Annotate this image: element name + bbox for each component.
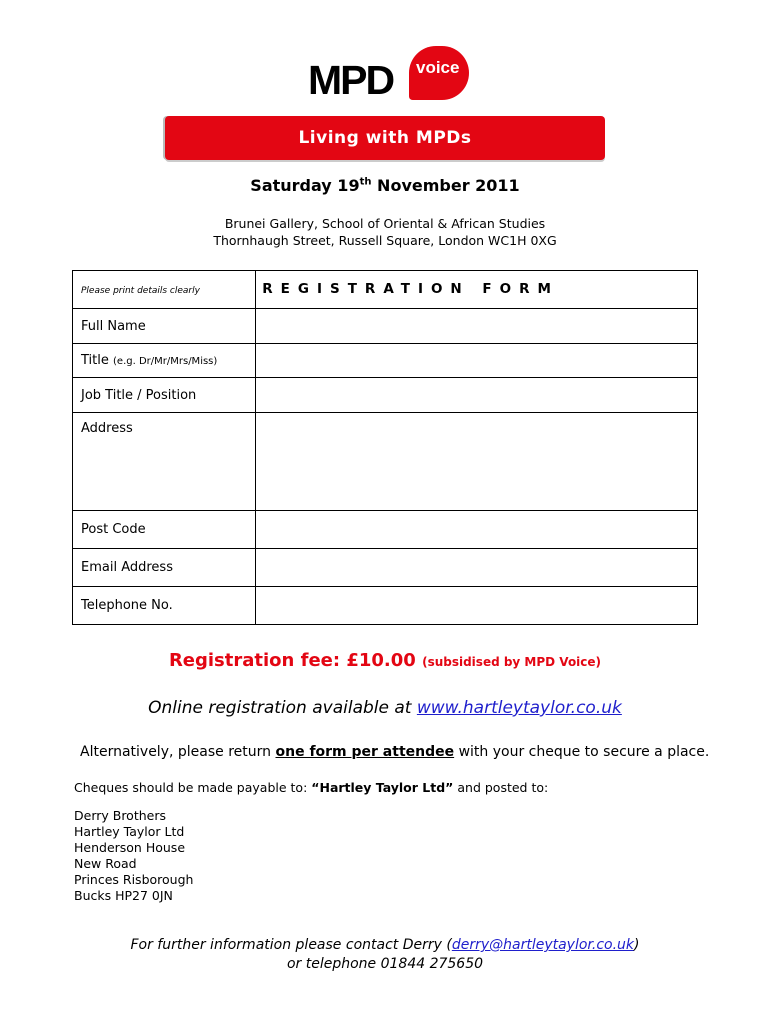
row-address	[73, 413, 698, 511]
form-header-row	[73, 271, 698, 309]
logo-brand: MPD	[308, 57, 394, 103]
row-full-name	[73, 309, 698, 344]
job-title-field[interactable]	[256, 378, 698, 413]
row-job-title	[73, 378, 698, 413]
print-note: Please print details clearly	[73, 271, 256, 309]
contact-info: For further information please contact Derry (derry@hartleytaylor.co.uk) or telephone 01844 275650	[0, 936, 770, 974]
address-field[interactable]	[256, 413, 698, 511]
row-title	[73, 344, 698, 378]
address-line: Derry Brothers	[74, 808, 166, 823]
logo-sub: voice	[416, 58, 460, 77]
email-field[interactable]	[256, 549, 698, 587]
full-name-field[interactable]	[256, 309, 698, 344]
address-line: Princes Risborough	[74, 872, 194, 887]
registration-fee: Registration fee: £10.00 (subsidised by MPD Voice)	[168, 650, 602, 671]
contact-telephone: or telephone 01844 275650	[286, 956, 484, 972]
address-line: Bucks HP27 0JN	[74, 888, 173, 903]
mpd-voice-logo	[308, 46, 474, 104]
job-title-label: Job Title / Position	[73, 378, 256, 413]
title-label: Title (e.g. Dr/Mr/Mrs/Miss)	[73, 344, 256, 378]
online-registration: Online registration available at www.hartleytaylor.co.uk	[148, 698, 622, 718]
row-email	[73, 549, 698, 587]
event-date: Saturday 19th November 2011	[250, 176, 520, 195]
event-title-banner: Living with MPDs	[165, 116, 605, 160]
venue-line-1: Brunei Gallery, School of Oriental & African Studies	[224, 216, 546, 231]
contact-email-link[interactable]: derry@hartleytaylor.co.uk	[451, 937, 635, 953]
address-line: Henderson House	[74, 840, 186, 855]
telephone-field[interactable]	[256, 587, 698, 625]
alternative-instructions: Alternatively, please return one form per attendee with your cheque to secure a place.	[80, 744, 710, 760]
form-title: REGISTRATION FORM	[256, 271, 698, 309]
title-field[interactable]	[256, 344, 698, 378]
row-post-code	[73, 511, 698, 549]
address-line: Hartley Taylor Ltd	[74, 824, 185, 839]
cheque-instructions: Cheques should be made payable to: “Hartley Taylor Ltd” and posted to:	[74, 780, 549, 795]
full-name-label: Full Name	[73, 309, 256, 344]
post-code-field[interactable]	[256, 511, 698, 549]
postal-address	[74, 808, 193, 904]
post-code-label: Post Code	[73, 511, 256, 549]
telephone-label: Telephone No.	[73, 587, 256, 625]
address-line: New Road	[74, 856, 137, 871]
row-telephone	[73, 587, 698, 625]
registration-form	[72, 270, 698, 625]
address-label: Address	[73, 413, 256, 511]
venue-line-2: Thornhaugh Street, Russell Square, London WC1H 0XG	[213, 233, 557, 248]
registration-link[interactable]: www.hartleytaylor.co.uk	[416, 698, 622, 718]
email-label: Email Address	[73, 549, 256, 587]
